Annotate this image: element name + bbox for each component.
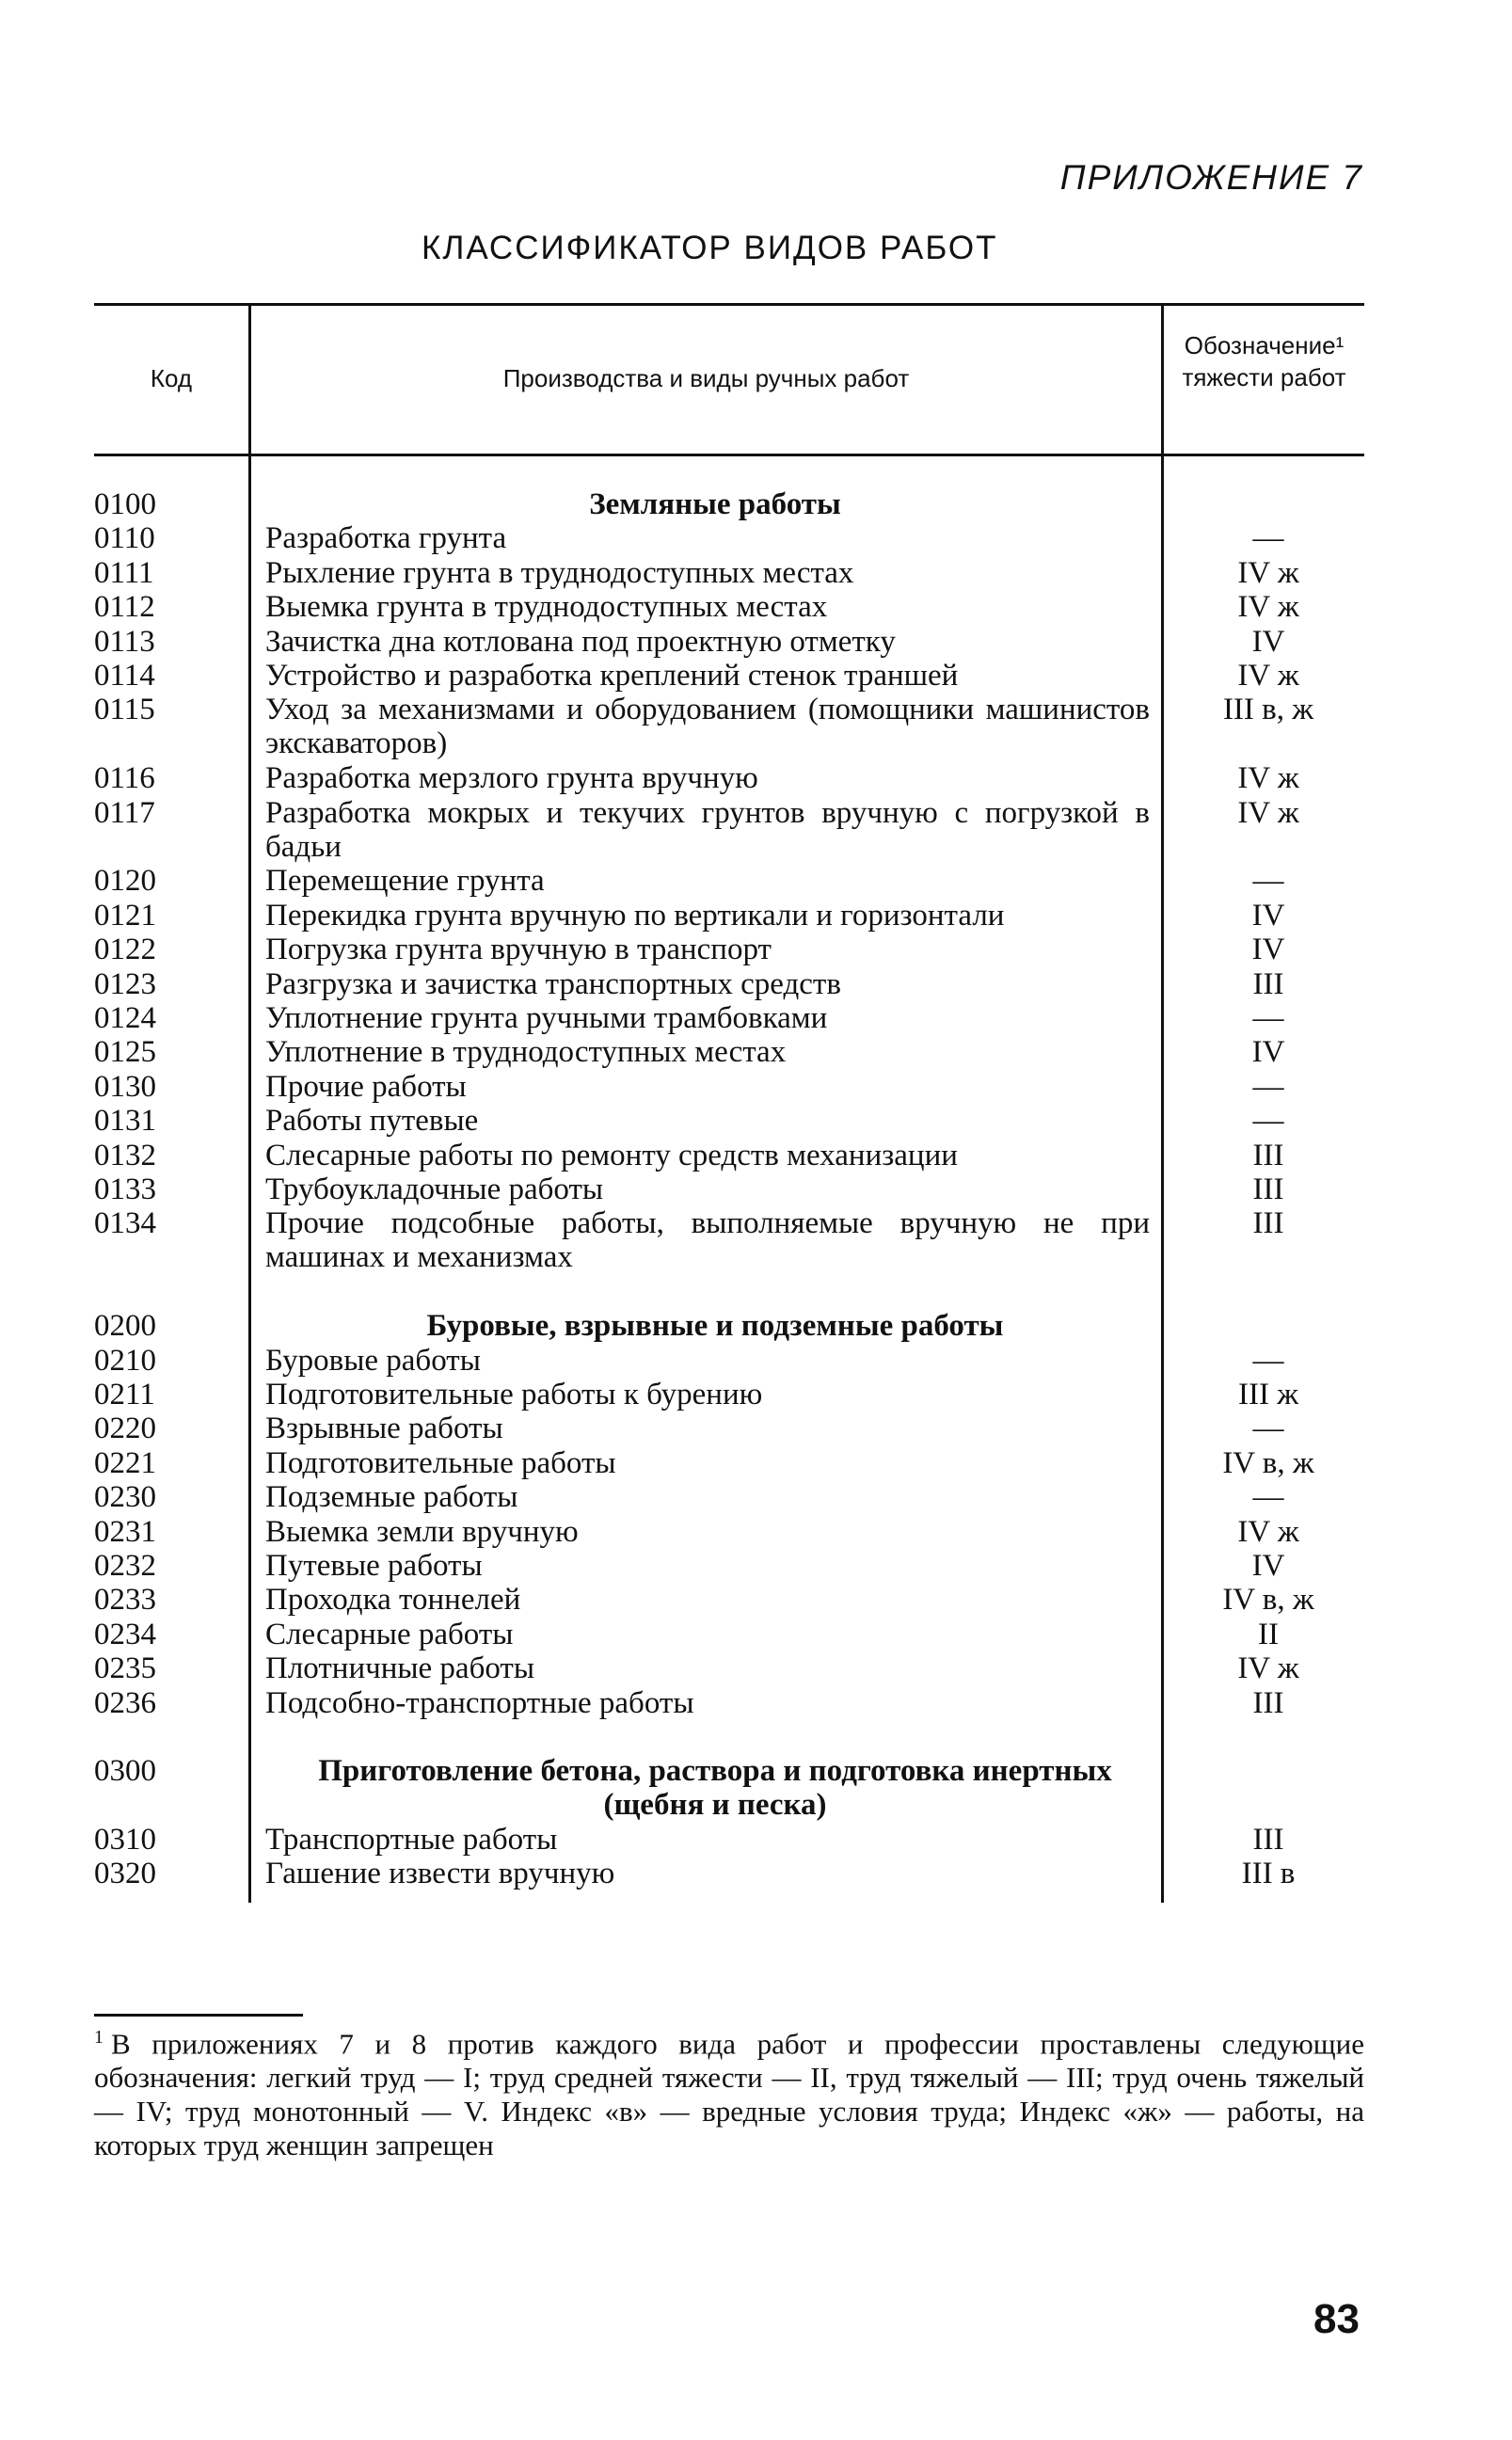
row-name: Перемещение грунта (265, 864, 545, 899)
row-code: 0300 (94, 1754, 156, 1788)
row-mark: IV (1251, 1035, 1285, 1070)
row-mark: IV ж (1237, 659, 1299, 693)
row-code: 0111 (94, 555, 154, 590)
row-name: Разработка мерзлого грунта вручную (265, 761, 758, 796)
column-header-name: Производства и виды ручных работ (502, 364, 910, 392)
table-row (0, 625, 1512, 659)
footnote-rule (94, 2014, 303, 2017)
table-row (0, 1206, 1512, 1275)
row-code: 0200 (94, 1309, 156, 1344)
row-code: 0231 (94, 1514, 156, 1549)
table-row (0, 1686, 1512, 1720)
row-mark: III в, ж (1222, 693, 1314, 727)
table-row (0, 1515, 1512, 1549)
row-mark: IV в, ж (1222, 1583, 1314, 1618)
table-row (0, 933, 1512, 966)
row-mark: III (1252, 1822, 1284, 1857)
table-row (0, 1070, 1512, 1104)
column-header-mark: Обозначение¹ тяжести работ (1182, 331, 1346, 391)
row-code: 0114 (94, 659, 155, 693)
row-name: Взрывные работы (265, 1411, 503, 1446)
footnote (94, 2020, 1364, 2162)
table-row (0, 1480, 1512, 1514)
row-mark: IV ж (1237, 761, 1299, 796)
row-mark: — (1252, 1480, 1284, 1515)
table-row (0, 1618, 1512, 1651)
row-mark: — (1252, 864, 1284, 899)
row-name: Разработка мокрых и текучих грунтов вручную с погрузкой в бадьи (265, 795, 1150, 864)
table-row (0, 899, 1512, 933)
row-name: Буровые работы (265, 1343, 481, 1378)
row-name: Перекидка грунта вручную по вертикали и горизонтали (265, 898, 1005, 933)
section-title: Земляные работы (589, 487, 841, 521)
row-code: 0125 (94, 1035, 156, 1070)
table-row (0, 1411, 1512, 1445)
row-name: Слесарные работы по ремонту средств механизации (265, 1138, 958, 1172)
row-code: 0134 (94, 1206, 156, 1241)
table-row (0, 761, 1512, 795)
row-name: Уплотнение в труднодоступных местах (265, 1035, 787, 1070)
row-mark: IV ж (1237, 555, 1299, 590)
row-name: Прочие работы (265, 1069, 467, 1104)
table-row (0, 1001, 1512, 1035)
row-code: 0236 (94, 1685, 156, 1720)
row-code: 0131 (94, 1104, 156, 1139)
table-row (0, 1139, 1512, 1172)
row-code: 0233 (94, 1583, 156, 1618)
row-name: Подготовительные работы к бурению (265, 1378, 763, 1411)
row-name: Рыхление грунта в труднодоступных местах (265, 555, 854, 590)
table-row (0, 1104, 1512, 1138)
table-row (0, 693, 1512, 761)
row-code: 0123 (94, 966, 156, 1001)
row-name: Прочие подсобные работы, выполняемые вручную не при машинах и механизмах (265, 1206, 1150, 1275)
table-row (0, 967, 1512, 1001)
section-title: Буровые, взрывные и подземные работы (426, 1309, 1004, 1344)
table-row (0, 1172, 1512, 1206)
row-name: Зачистка дна котлована под проектную отметку (265, 624, 896, 659)
section-row (0, 1309, 1512, 1343)
row-name: Уход за механизмами и оборудованием (помощники машинистов экскаваторов) (265, 693, 1150, 761)
row-name: Подсобно-транспортные работы (265, 1685, 694, 1720)
page-number: 83 (1313, 2296, 1360, 2342)
row-name: Гашение извести вручную (265, 1857, 615, 1891)
row-code: 0133 (94, 1172, 156, 1206)
row-name: Подготовительные работы (265, 1445, 616, 1480)
page-title: КЛАССИФИКАТОР ВИДОВ РАБОТ (422, 230, 998, 266)
row-code: 0230 (94, 1480, 156, 1515)
row-mark: — (1252, 1069, 1284, 1104)
row-name: Работы путевые (265, 1104, 479, 1139)
table-row (0, 521, 1512, 555)
table-row (0, 1344, 1512, 1378)
row-mark: — (1252, 1343, 1284, 1378)
table-row (0, 1446, 1512, 1480)
row-mark: III ж (1237, 1378, 1299, 1411)
row-name: Путевые работы (265, 1549, 483, 1583)
row-code: 0130 (94, 1069, 156, 1104)
row-name: Разгрузка и зачистка транспортных средств (265, 966, 841, 1001)
table-row (0, 1857, 1512, 1890)
table-row (0, 556, 1512, 590)
row-mark: III (1252, 1685, 1284, 1720)
row-code: 0132 (94, 1138, 156, 1172)
row-mark: — (1252, 1001, 1284, 1035)
row-code: 0310 (94, 1822, 156, 1857)
row-code: 0211 (94, 1378, 155, 1411)
row-name: Подземные работы (265, 1480, 518, 1515)
column-header-code: Код (150, 364, 193, 392)
table-row (0, 796, 1512, 865)
row-code: 0113 (94, 624, 155, 659)
row-name: Уплотнение грунта ручными трамбовками (265, 1001, 828, 1035)
row-mark: IV (1251, 933, 1285, 967)
row-name: Выемка грунта в труднодоступных местах (265, 590, 828, 625)
appendix-label: ПРИЛОЖЕНИЕ 7 (1059, 158, 1363, 197)
row-code: 0120 (94, 864, 156, 899)
row-code: 0115 (94, 693, 155, 727)
row-code: 0210 (94, 1343, 156, 1378)
row-code: 0116 (94, 761, 155, 796)
row-name: Трубоукладочные работы (265, 1172, 604, 1206)
row-code: 0117 (94, 795, 155, 830)
row-code: 0110 (94, 521, 155, 556)
row-mark: III (1252, 1206, 1284, 1241)
footnote-marker: 1 (94, 2027, 103, 2048)
table-header-rule (94, 454, 1364, 456)
row-name: Плотничные работы (265, 1651, 535, 1686)
table-row (0, 864, 1512, 898)
row-name: Проходка тоннелей (265, 1583, 521, 1618)
table-row (0, 1583, 1512, 1617)
row-mark: — (1252, 1411, 1284, 1446)
row-code: 0221 (94, 1445, 156, 1480)
section-title: Приготовление бетона, раствора и подготовка инертных (щебня и песка) (318, 1754, 1112, 1822)
row-mark: IV ж (1237, 1514, 1299, 1549)
row-mark: IV (1251, 624, 1285, 659)
table-row (0, 659, 1512, 693)
row-mark: — (1252, 521, 1284, 556)
table-top-rule (94, 303, 1364, 306)
row-code: 0122 (94, 933, 156, 967)
table-row (0, 1823, 1512, 1857)
row-name: Устройство и разработка креплений стенок траншей (265, 659, 959, 693)
row-name: Слесарные работы (265, 1617, 514, 1651)
table-row (0, 1651, 1512, 1685)
row-name: Погрузка грунта вручную в транспорт (265, 933, 772, 967)
row-mark: IV ж (1237, 795, 1299, 830)
row-code: 0121 (94, 898, 156, 933)
row-mark: III (1252, 1138, 1284, 1172)
footnote-text: В приложениях 7 и 8 против каждого вида работ и профессии проставлены следующие обозначения: легкий труд — I; труд средней тяжести — II, труд тяжелый — III; труд очень тяжелый — IV; труд монотонный — V. Индекс «в» — вредные условия труда; Индекс «ж» — работы, на которых труд женщин запрещен (94, 2027, 1364, 2162)
row-mark: IV (1251, 898, 1285, 933)
row-mark: III в (1241, 1857, 1296, 1891)
row-name: Выемка земли вручную (265, 1514, 579, 1549)
row-mark: III (1252, 1172, 1284, 1206)
row-mark: III (1252, 966, 1284, 1001)
row-name: Транспортные работы (265, 1822, 558, 1857)
row-mark: IV ж (1237, 1651, 1299, 1686)
row-name: Разработка грунта (265, 521, 507, 556)
table-row (0, 1035, 1512, 1069)
row-code: 0112 (94, 590, 155, 625)
row-mark: II (1258, 1617, 1279, 1651)
row-code: 0235 (94, 1651, 156, 1686)
row-code: 0100 (94, 487, 156, 521)
row-code: 0124 (94, 1001, 156, 1035)
row-code: 0234 (94, 1617, 156, 1651)
row-code: 0220 (94, 1411, 156, 1446)
row-mark: IV в, ж (1222, 1445, 1314, 1480)
table-row (0, 1549, 1512, 1583)
table-row (0, 1378, 1512, 1411)
section-row (0, 1754, 1512, 1823)
row-mark: IV (1251, 1549, 1285, 1583)
section-row (0, 487, 1512, 521)
row-mark: — (1252, 1104, 1284, 1139)
row-code: 0232 (94, 1549, 156, 1583)
row-code: 0320 (94, 1857, 156, 1891)
row-mark: IV ж (1237, 590, 1299, 625)
table-row (0, 590, 1512, 624)
